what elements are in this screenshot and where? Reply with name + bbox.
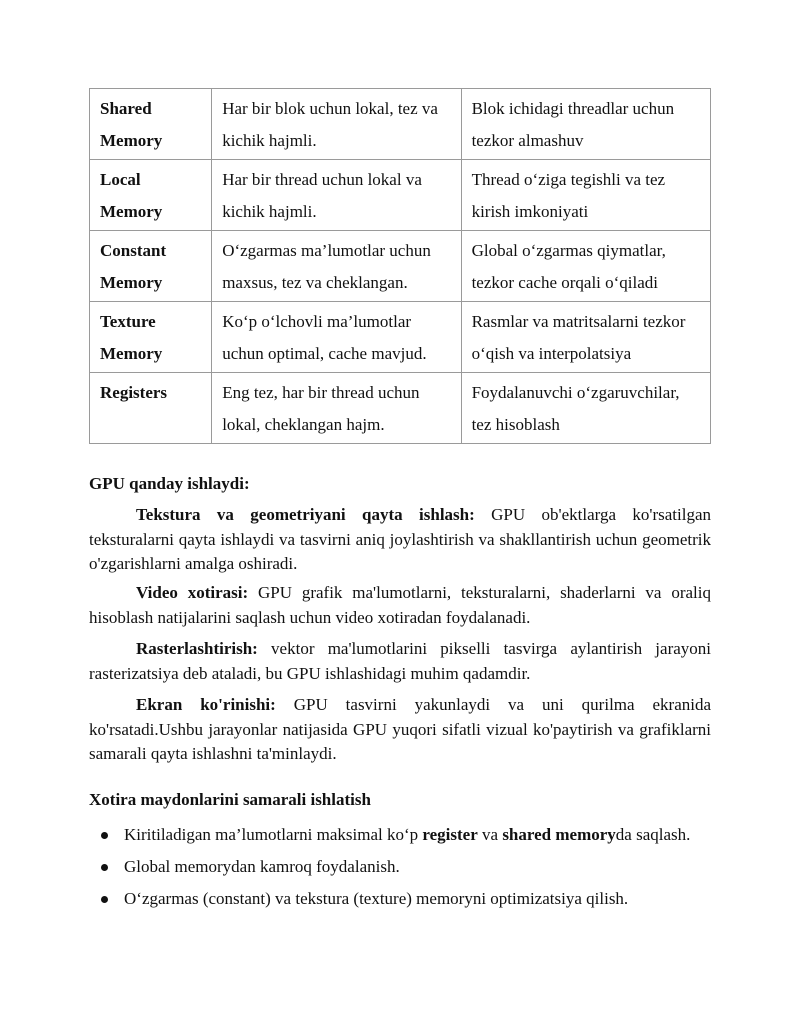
memory-description-cell: Eng tez, har bir thread uchun lokal, cheklangan hajm. <box>212 373 461 444</box>
memory-name-cell: Registers <box>90 373 212 444</box>
paragraph-text: GPU ob'ektlarga ko'rsatilgan teksturalarni qayta ishlaydi va tasvirni aniq joylashtirish va shakllantirish uchun geometrik o'zgarishlarni amalga oshiradi. <box>89 505 712 573</box>
memory-usage-cell: Thread o‘ziga tegishli va tez kirish imkoniyati <box>461 160 710 231</box>
paragraph-text: vektor ma'lumotlarini pikselli tasvirga aylantirish jarayoni rasterizatsiya deb ataladi, bu GPU ishlashidagi muhim qadamdir. <box>89 639 711 683</box>
paragraph-bold-lead: Rasterlashtirish: <box>136 639 258 658</box>
paragraph-rasterization <box>89 637 711 686</box>
list-item-text: da saqlash. <box>615 825 691 844</box>
list-item-text: va <box>477 825 503 844</box>
memory-usage-cell: Blok ichidagi threadlar uchun tezkor almashuv <box>461 89 710 160</box>
section-heading-memory-usage: Xotira maydonlarini samarali ishlatish <box>89 790 371 809</box>
paragraph-bold-lead: Tekstura va geometriyani qayta ishlash: <box>136 505 475 524</box>
list-item <box>89 887 711 911</box>
list-item-text: Kiritiladigan ma’lumotlarni maksimal ko‘p <box>124 825 423 844</box>
list-item-text: Global memorydan kamroq foydalanish. <box>124 857 400 876</box>
paragraph-texture-geometry <box>89 503 711 577</box>
memory-usage-cell: Global o‘zgarmas qiymatlar, tezkor cache orqali o‘qiladi <box>461 231 710 302</box>
bullet-icon <box>101 896 108 903</box>
memory-description-cell: Har bir blok uchun lokal, tez va kichik hajmli. <box>212 89 461 160</box>
memory-types-table <box>89 88 711 444</box>
list-item-bold: register <box>422 825 478 844</box>
list-item <box>89 823 711 847</box>
table-row <box>90 89 711 160</box>
memory-name-cell: Local Memory <box>90 160 212 231</box>
section-heading-gpu: GPU qanday ishlaydi: <box>89 474 250 493</box>
table-row <box>90 160 711 231</box>
list-item-text: O‘zgarmas (constant) va tekstura (texture) memoryni optimizatsiya qilish. <box>124 889 629 908</box>
memory-name-cell: Texture Memory <box>90 302 212 373</box>
table-row <box>90 302 711 373</box>
paragraph-screen-display <box>89 693 711 767</box>
table-row <box>90 373 711 444</box>
paragraph-text: GPU tasvirni yakunlaydi va uni qurilma ekranida ko'rsatadi.Ushbu jarayonlar natijasida GPU yuqori sifatli vizual ko'paytirish va grafiklarni samarali qayta ishlashni ta'minlaydi. <box>89 695 712 763</box>
memory-name-cell: Constant Memory <box>90 231 212 302</box>
memory-name-cell: Shared Memory <box>90 89 212 160</box>
memory-description-cell: Har bir thread uchun lokal va kichik hajmli. <box>212 160 461 231</box>
list-item-bold: shared memory <box>502 825 616 844</box>
memory-description-cell: Ko‘p o‘lchovli ma’lumotlar uchun optimal, cache mavjud. <box>212 302 461 373</box>
memory-tips-list <box>89 823 711 919</box>
paragraph-video-memory <box>89 581 711 630</box>
memory-usage-cell: Foydalanuvchi o‘zgaruvchilar, tez hisoblash <box>461 373 710 444</box>
bullet-icon <box>101 864 108 871</box>
paragraph-bold-lead: Ekran ko'rinishi: <box>136 695 276 714</box>
memory-usage-cell: Rasmlar va matritsalarni tezkor o‘qish va interpolatsiya <box>461 302 710 373</box>
paragraph-text: GPU grafik ma'lumotlarni, teksturalarni, shaderlarni va oraliq hisoblash natijalarini saqlash uchun video xotiradan foydalanadi. <box>89 583 711 627</box>
list-item <box>89 855 711 879</box>
memory-description-cell: O‘zgarmas ma’lumotlar uchun maxsus, tez va cheklangan. <box>212 231 461 302</box>
table-row <box>90 231 711 302</box>
paragraph-bold-lead: Video xotirasi: <box>136 583 249 602</box>
bullet-icon <box>101 832 108 839</box>
